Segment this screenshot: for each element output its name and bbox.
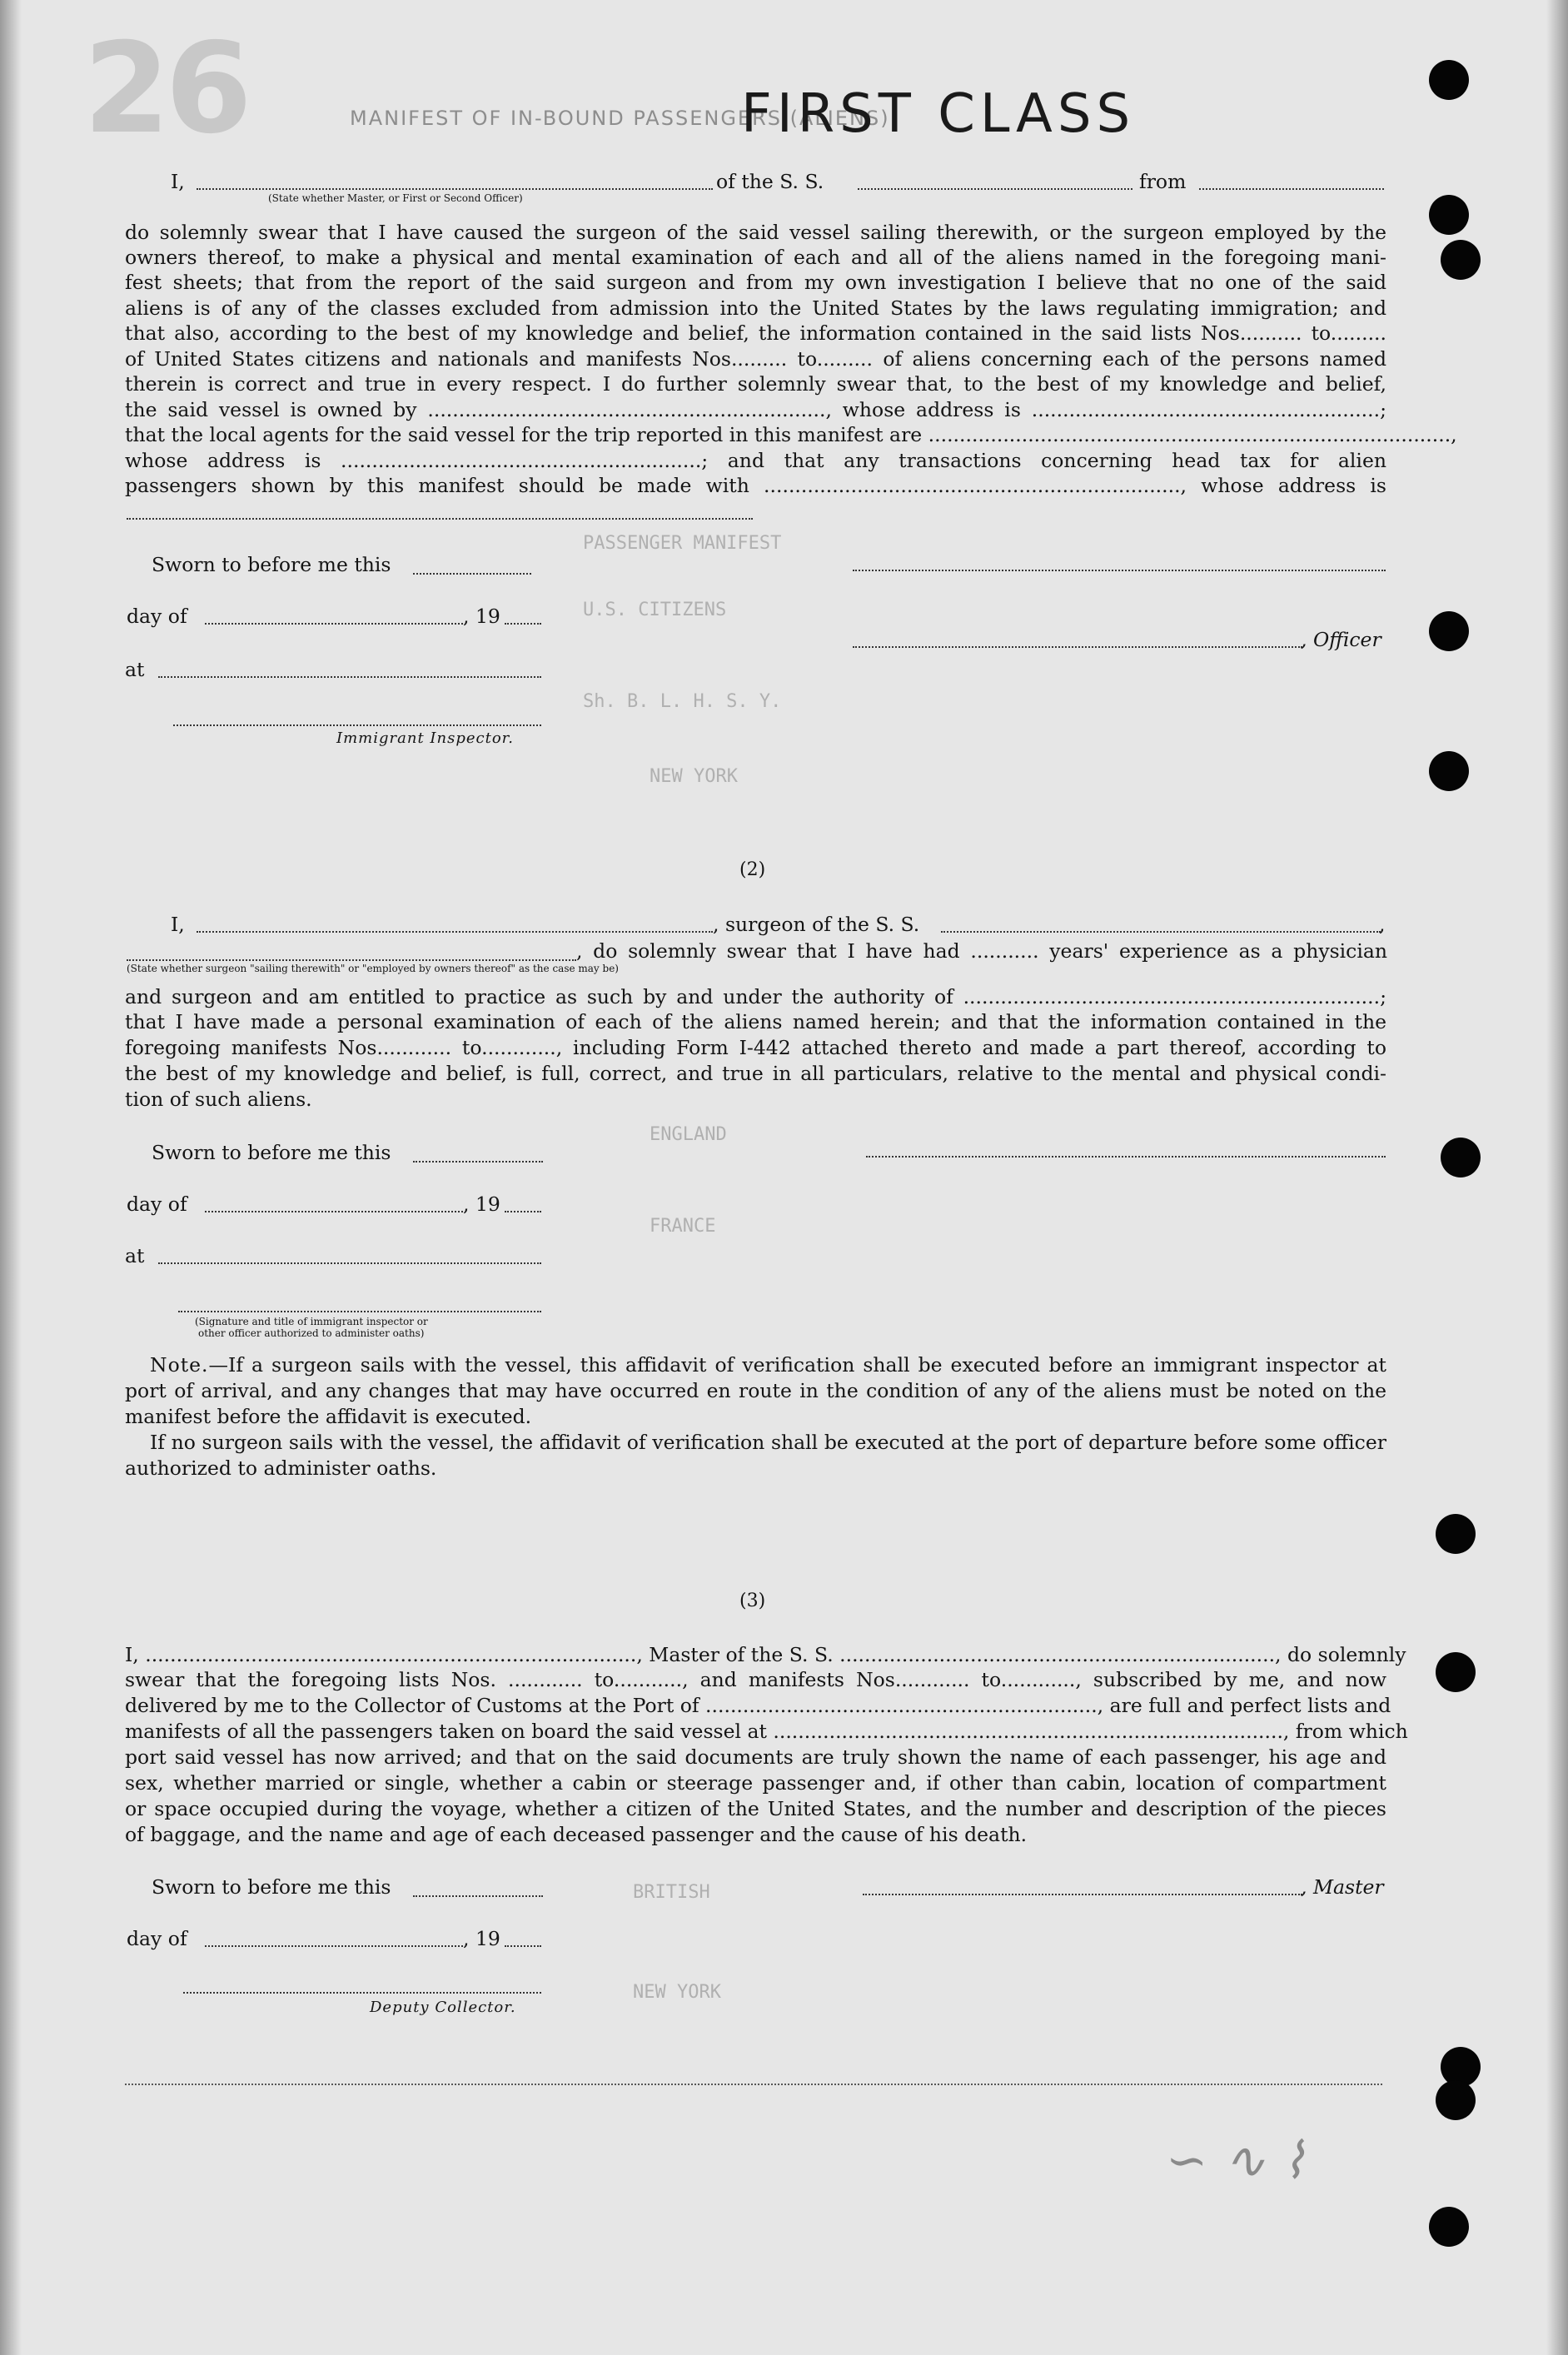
year-blank[interactable]: [505, 623, 541, 625]
sworn-label: Sworn to before me this: [152, 1141, 391, 1164]
punch-hole: [1441, 1138, 1481, 1178]
master-oath-line: I, ..............................................................................., Master of the S. S. ......................................................................, do solemnly: [125, 1643, 1406, 1666]
oath-line: aliens is of any of the classes excluded from admission into the United States by the laws regulating immigration; and: [125, 296, 1386, 320]
master-oath-line: swear that the foregoing lists Nos. ............ to..........., and manifests Nos............ to............, subscribed by me, and now: [125, 1668, 1386, 1691]
surgeon-ship-blank[interactable]: [941, 931, 1381, 933]
oath-line: passengers shown by this manifest should be made with ..................................................................., whose address is: [125, 474, 1386, 497]
bleed-through-text: Sh. B. L. H. S. Y.: [583, 691, 782, 712]
bleed-through-text: BRITISH: [633, 1882, 710, 1903]
years-line: , do solemnly swear that I have had ........... years' experience as a physician: [576, 939, 1387, 963]
at-label: at: [125, 1244, 145, 1267]
master-oath-line: or space occupied during the voyage, whether a citizen of the United States, and the number and description of the pieces: [125, 1797, 1386, 1820]
master-label: , Master: [1301, 1875, 1384, 1899]
bleed-through-text: FRANCE: [650, 1216, 716, 1237]
year-label: , 19: [463, 1927, 500, 1950]
address-blank[interactable]: [127, 518, 753, 520]
inspector-signature-blank[interactable]: [178, 1311, 541, 1312]
from-label: from: [1139, 170, 1187, 193]
surgeon-oath-line: tion of such aliens.: [125, 1088, 312, 1111]
signature-note: other officer authorized to administer oaths): [198, 1327, 425, 1339]
year-blank[interactable]: [505, 1211, 541, 1212]
at-label: at: [125, 658, 145, 681]
deputy-label: Deputy Collector.: [370, 1999, 516, 2016]
surgeon-signature-blank[interactable]: [866, 1156, 1386, 1158]
oath-line: that the local agents for the said vessel for the trip reported in this manifest are ....................................................................................,: [125, 423, 1457, 446]
i-label: I,: [171, 913, 185, 936]
punch-hole: [1436, 1514, 1476, 1554]
note-lead: Note.: [150, 1353, 209, 1377]
day-of-label: day of: [127, 1192, 187, 1216]
day-of-label: day of: [127, 1927, 187, 1950]
section-number: (2): [739, 859, 766, 880]
punch-hole: [1436, 1652, 1476, 1692]
section-number: (3): [739, 1591, 766, 1611]
oath-line: the said vessel is owned by ................................................................, whose address is ........................................................;: [125, 398, 1386, 421]
officer-label: , Officer: [1301, 628, 1381, 651]
deputy-signature-blank[interactable]: [183, 1992, 541, 1994]
surgeon-oath-line: foregoing manifests Nos............ to............, including Form I-442 attached thereto and made a part thereof, according to: [125, 1036, 1386, 1059]
stamp-number: 26: [83, 17, 247, 162]
punch-hole: [1429, 611, 1469, 651]
punch-hole: [1429, 751, 1469, 791]
bleed-through-text: ENGLAND: [650, 1124, 727, 1145]
ship-name-blank[interactable]: [858, 188, 1132, 190]
surgeon-oath-line: that I have made a personal examination of each of the aliens named herein; and that the information contained in the: [125, 1010, 1386, 1033]
i-label: I,: [171, 170, 185, 193]
oath-line: that also, according to the best of my knowledge and belief, the information contained in the said lists Nos.......... to.........: [125, 321, 1386, 345]
year-blank[interactable]: [505, 1945, 541, 1947]
oath-line: owners thereof, to make a physical and mental examination of each and all of the aliens named in the foregoing mani-: [125, 246, 1386, 269]
punch-hole: [1441, 240, 1481, 280]
punch-hole: [1429, 60, 1469, 100]
master-oath-line: manifests of all the passengers taken on board the said vessel at .................................................................................., from which: [125, 1720, 1408, 1743]
at-blank[interactable]: [158, 1262, 541, 1264]
bleed-through-text: PASSENGER MANIFEST: [583, 533, 782, 554]
handwriting-bleed: ∽ ∿ ⌇: [1166, 2132, 1306, 2190]
master-oath-line: of baggage, and the name and age of each deceased passenger and the cause of his death.: [125, 1823, 1028, 1846]
at-blank[interactable]: [158, 676, 541, 678]
day-of-label: day of: [127, 605, 187, 628]
surgeon-oath-line: and surgeon and am entitled to practice as such by and under the authority of ...................................................................;: [125, 985, 1386, 1008]
master-oath-line: delivered by me to the Collector of Customs at the Port of ..............................................................., are full and perfect lists and: [125, 1694, 1391, 1717]
oath-line: therein is correct and true in every respect. I do further solemnly swear that, to the best of my knowledge and belief,: [125, 372, 1386, 396]
officer-blank[interactable]: [853, 646, 1302, 648]
officer-signature-blank[interactable]: [853, 570, 1386, 571]
bottom-rule: [125, 2084, 1382, 2085]
punch-hole: [1429, 195, 1469, 235]
note-paragraph: [125, 1352, 1386, 1481]
year-label: , 19: [463, 605, 500, 628]
oath-line: of United States citizens and nationals and manifests Nos......... to......... of aliens concerning each of the persons named: [125, 347, 1386, 371]
comma: ,: [1379, 913, 1386, 936]
oath-line: fest sheets; that from the report of the said surgeon and from my own investigation I believe that no one of the said: [125, 271, 1386, 294]
punch-hole: [1429, 2207, 1469, 2247]
right-edge: [1546, 0, 1568, 2355]
day-blank[interactable]: [205, 1211, 463, 1212]
oath-line: do solemnly swear that I have caused the surgeon of the said vessel sailing therewith, or the surgeon employed by the: [125, 221, 1386, 244]
day-blank[interactable]: [205, 623, 463, 625]
officer-name-blank[interactable]: [197, 188, 713, 190]
sworn-blank[interactable]: [413, 1895, 543, 1897]
oath-line: whose address is ..........................................................; and that any transactions concerning head tax for alien: [125, 449, 1386, 472]
officer-note: (State whether Master, or First or Second Officer): [268, 192, 523, 204]
note-text: —If a surgeon sails with the vessel, this affidavit of verification shall be executed before an immigrant inspector at port of arrival, and any changes that may have occurred en route in the condition of any of the aliens must be noted on the manifest before the affidavit is executed.: [125, 1353, 1386, 1428]
punch-hole: [1436, 2080, 1476, 2120]
surgeon-oath-line: the best of my knowledge and belief, is full, correct, and true in all particulars, relative to the mental and physical condi-: [125, 1062, 1386, 1085]
inspector-label: Immigrant Inspector.: [336, 729, 515, 747]
left-edge: [0, 0, 22, 2355]
master-oath-line: sex, whether married or single, whether a cabin or steerage passenger and, if other than cabin, location of compartment: [125, 1771, 1386, 1795]
signature-note: (Signature and title of immigrant inspector or: [195, 1316, 428, 1327]
sworn-blank[interactable]: [413, 1161, 543, 1163]
bleed-through-text: U.S. CITIZENS: [583, 600, 727, 620]
day-blank[interactable]: [205, 1945, 463, 1947]
bleed-through-text: NEW YORK: [650, 766, 738, 787]
surgeon-status-blank[interactable]: [127, 959, 576, 961]
note-text: If no surgeon sails with the vessel, the affidavit of verification shall be executed at the port of departure before some officer authorized to administer oaths.: [125, 1431, 1386, 1480]
sworn-label: Sworn to before me this: [152, 1875, 391, 1899]
bleed-through-text: NEW YORK: [633, 1982, 721, 2003]
surgeon-ss-label: , surgeon of the S. S.: [713, 913, 920, 936]
port-from-blank[interactable]: [1199, 188, 1384, 190]
master-oath-line: port said vessel has now arrived; and that on the said documents are truly shown the name of each passenger, his age and: [125, 1745, 1386, 1769]
sworn-blank[interactable]: [413, 573, 531, 575]
surgeon-note: (State whether surgeon "sailing therewith" or "employed by owners thereof" as the case may be): [127, 963, 619, 974]
year-label: , 19: [463, 1192, 500, 1216]
sworn-label: Sworn to before me this: [152, 553, 391, 576]
surgeon-name-blank[interactable]: [197, 931, 713, 933]
class-stamp: FIRST CLASS: [741, 83, 1136, 145]
ss-label: of the S. S.: [716, 170, 824, 193]
inspector-signature-blank[interactable]: [173, 724, 541, 726]
master-signature-blank[interactable]: [863, 1894, 1302, 1895]
manifest-heading-ghost: MANIFEST OF IN-BOUND PASSENGERS (ALIENS): [350, 107, 890, 130]
